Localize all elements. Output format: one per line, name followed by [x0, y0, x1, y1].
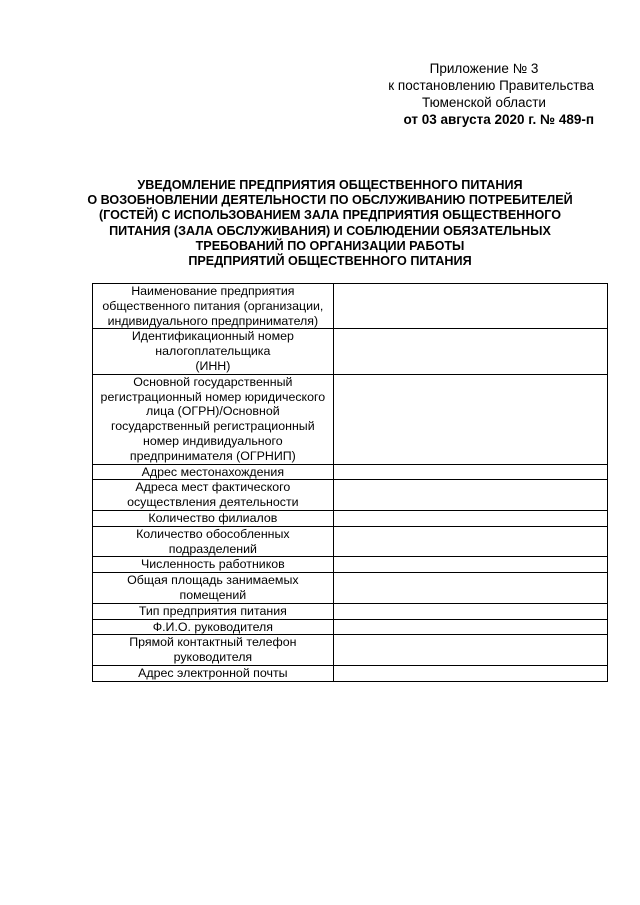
- form-row: [93, 480, 608, 511]
- form-field-value[interactable]: [333, 329, 607, 374]
- appendix-header: [334, 60, 594, 128]
- form-row: [93, 284, 608, 329]
- form-field-label: [93, 603, 334, 619]
- appendix-decree-date: от 03 августа 2020 г. № 489-п: [403, 112, 594, 127]
- form-field-value[interactable]: [333, 573, 607, 604]
- form-field-value[interactable]: [333, 619, 607, 635]
- form-field-value[interactable]: [333, 374, 607, 464]
- form-field-label-line: Численность работников: [140, 557, 285, 572]
- form-field-label-line: (ИНН): [195, 358, 231, 373]
- form-field-value[interactable]: [333, 665, 607, 681]
- form-field-label-line: руководителя: [173, 650, 253, 665]
- document-title: [70, 178, 590, 269]
- form-field-label: [93, 573, 334, 604]
- form-row: [93, 464, 608, 480]
- title-line: О ВОЗОБНОВЛЕНИИ ДЕЯТЕЛЬНОСТИ ПО ОБСЛУЖИВАНИЮ ПОТРЕБИТЕЛЕЙ: [87, 193, 573, 208]
- form-field-label-line: Адрес электронной почты: [138, 665, 288, 680]
- form-field-label-line: индивидуального предпринимателя): [107, 313, 319, 328]
- form-field-label-line: налогоплательщика: [155, 344, 271, 359]
- form-field-label-line: лица (ОГРН)/Основной: [146, 404, 280, 419]
- form-field-label-line: номер индивидуального: [143, 433, 283, 448]
- form-field-label-line: осуществления деятельности: [127, 495, 299, 510]
- title-line: УВЕДОМЛЕНИЕ ПРЕДПРИЯТИЯ ОБЩЕСТВЕННОГО ПИТАНИЯ: [137, 178, 523, 192]
- title-line: ТРЕБОВАНИЙ ПО ОРГАНИЗАЦИИ РАБОТЫ: [195, 238, 465, 253]
- form-field-label: [93, 619, 334, 635]
- form-field-label: [93, 526, 334, 557]
- title-line: ПИТАНИЯ (ЗАЛА ОБСЛУЖИВАНИЯ) И СОБЛЮДЕНИИ ОБЯЗАТЕЛЬНЫХ: [109, 223, 551, 238]
- appendix-region: Тюменской области: [422, 95, 546, 110]
- form-field-label: [93, 480, 334, 511]
- form-field-label: [93, 557, 334, 573]
- form-field-value[interactable]: [333, 603, 607, 619]
- form-row: [93, 573, 608, 604]
- form-field-value[interactable]: [333, 480, 607, 511]
- form-field-label: [93, 464, 334, 480]
- title-line: ПРЕДПРИЯТИЙ ОБЩЕСТВЕННОГО ПИТАНИЯ: [188, 254, 472, 269]
- form-row: [93, 665, 608, 681]
- form-field-value[interactable]: [333, 635, 607, 666]
- form-field-value[interactable]: [333, 557, 607, 573]
- form-field-label-line: помещений: [179, 587, 247, 602]
- form-row: [93, 619, 608, 635]
- form-field-label-line: Адрес местонахождения: [141, 464, 285, 479]
- form-row: [93, 526, 608, 557]
- form-field-label: [93, 665, 334, 681]
- form-field-value[interactable]: [333, 510, 607, 526]
- appendix-number: Приложение № 3: [429, 61, 539, 76]
- form-body: [93, 284, 608, 682]
- form-field-label-line: Адреса мест фактического: [135, 480, 291, 495]
- form-field-label: [93, 510, 334, 526]
- title-line: (ГОСТЕЙ) С ИСПОЛЬЗОВАНИЕМ ЗАЛА ПРЕДПРИЯТИЯ ОБЩЕСТВЕННОГО: [98, 208, 562, 223]
- form-field-label: [93, 284, 334, 329]
- form-field-label-line: подразделений: [168, 541, 257, 556]
- form-field-label-line: Идентификационный номер: [131, 329, 294, 344]
- form-row: [93, 510, 608, 526]
- form-field-label-line: государственный регистрационный: [111, 419, 315, 434]
- form-row: [93, 557, 608, 573]
- form-field-label-line: Количество обособленных: [136, 526, 290, 541]
- form-field-label-line: Ф.И.О. руководителя: [152, 619, 273, 634]
- form-field-value[interactable]: [333, 284, 607, 329]
- form-field-label-line: общественного питания (организации,: [102, 298, 324, 313]
- form-field-value[interactable]: [333, 464, 607, 480]
- form-field-label-line: Количество филиалов: [148, 510, 278, 525]
- form-row: [93, 374, 608, 464]
- appendix-decree-ref: к постановлению Правительства: [388, 78, 594, 93]
- form-field-label-line: регистрационный номер юридического: [100, 389, 326, 404]
- form-row: [93, 329, 608, 374]
- form-field-label-line: Основной государственный: [133, 374, 293, 389]
- form-field-label: [93, 374, 334, 464]
- form-field-label-line: Общая площадь занимаемых: [127, 573, 299, 588]
- form-field-label-line: Прямой контактный телефон: [129, 635, 297, 650]
- form-field-label: [93, 635, 334, 666]
- form-field-label-line: Наименование предприятия: [131, 284, 295, 298]
- form-field-value[interactable]: [333, 526, 607, 557]
- form-field-label-line: предпринимателя (ОГРНИП): [129, 448, 296, 463]
- form-field-label-line: Тип предприятия питания: [138, 603, 287, 618]
- form-row: [93, 635, 608, 666]
- form-field-label: [93, 329, 334, 374]
- notification-form-table: [92, 283, 608, 682]
- form-row: [93, 603, 608, 619]
